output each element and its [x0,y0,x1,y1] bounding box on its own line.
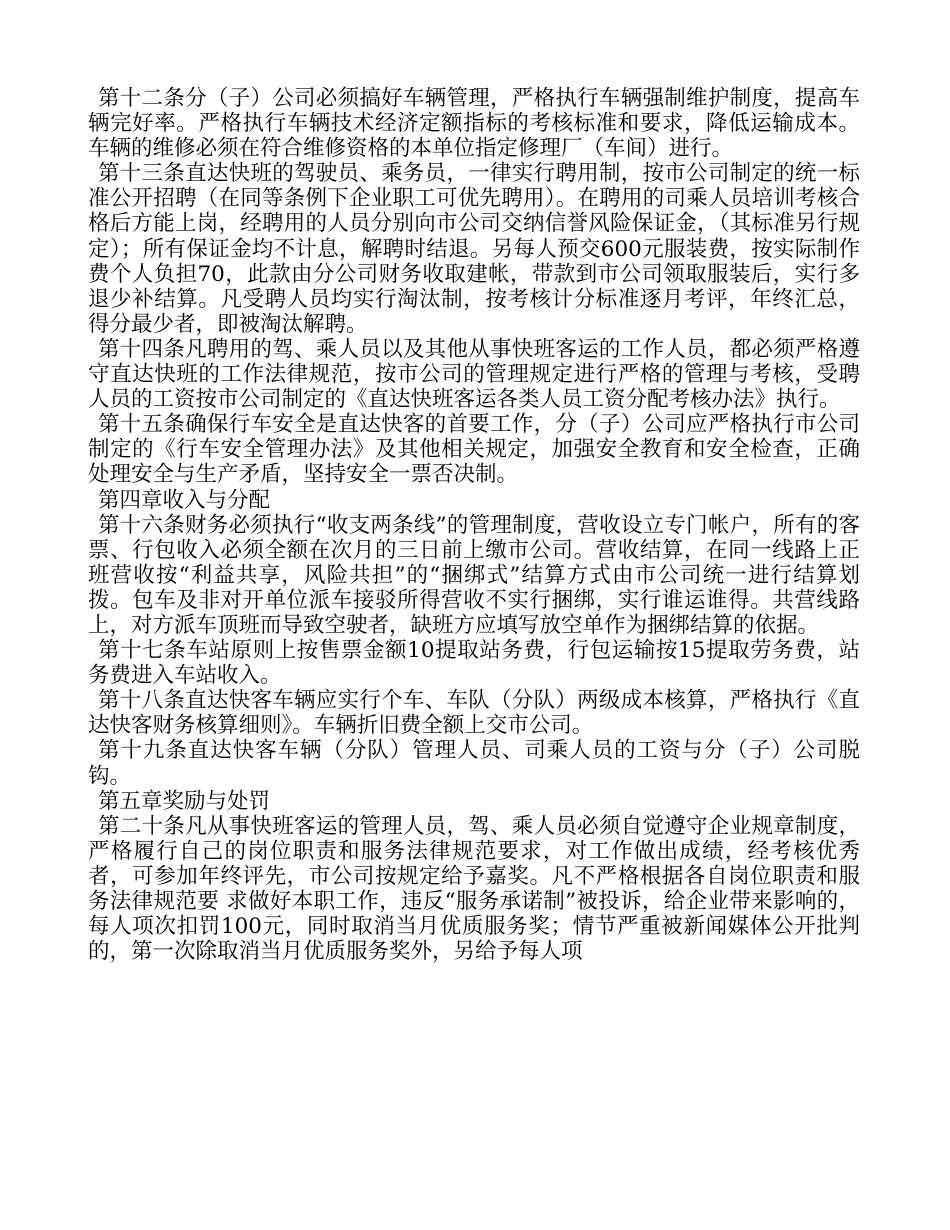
article-20-paragraph: 第二十条凡从事快班客运的管理人员，驾、乘人员必须自觉遵守企业规章制度，严格履行自己的岗位职责和服务法律规范要求，对工作做出成绩，经考核优秀者，可参加年终评先，市公司按规定给予嘉奖。凡不严格根据各自岗位职责和服务法律规范要 求做好本职工作，违反“服务承诺制”被投诉，给企业带来影响的，每人项次扣罚100元，同时取消当月优质服务奖；情节严重被新闻媒体公开批判的，第一次除取消当月优质服务奖外，另给予每人项 [88,813,860,965]
chapter-5-heading: 第五章奖励与处罚 [98,788,271,814]
article-19-paragraph: 第十九条直达快客车辆（分队）管理人员、司乘人员的工资与分（子）公司脱钩。 [88,738,860,789]
article-12-paragraph: 第十二条分（子）公司必须搞好车辆管理，严格执行车辆强制维护制度，提高车辆完好率。严格执行车辆技术经济定额指标的考核标准和要求，降低运输成本。车辆的维修必须在符合维修资格的本单位指定修理厂（车间）进行。 [88,86,860,162]
article-16-paragraph: 第十六条财务必须执行“收支两条线”的管理制度，营收设立专门帐户，所有的客票、行包收入必须全额在次月的三日前上缴市公司。营收结算，在同一线路上正班营收按“利益共享，风险共担”的“捆绑式”结算方式由市公司统一进行结算划拨。包车及非对开单位派车接驳所得营收不实行捆绑，实行谁运谁得。共营线路上，对方派车顶班而导致空驶者，缺班方应填写放空单作为捆绑结算的依据。 [88,512,860,638]
document-body [88,86,860,964]
chapter-4-heading: 第四章收入与分配 [98,487,271,513]
article-17-paragraph: 第十七条车站原则上按售票金额10提取站务费，行包运输按15提取劳务费，站务费进入车站收入。 [88,638,860,689]
article-18-paragraph: 第十八条直达快客车辆应实行个车、车队（分队）两级成本核算，严格执行《直达快客财务核算细则》。车辆折旧费全额上交市公司。 [88,688,860,739]
article-13-paragraph: 第十三条直达快班的驾驶员、乘务员，一律实行聘用制，按市公司制定的统一标准公开招聘（在同等条例下企业职工可优先聘用）。在聘用的司乘人员培训考核合格后方能上岗，经聘用的人员分别向市公司交纳信誉风险保证金，（其标准另行规定）；所有保证金均不计息，解聘时结退。另每人预交600元服装费，按实际制作费个人负担70，此款由分公司财务收取建帐，带款到市公司领取服装后，实行多退少补结算。凡受聘人员均实行淘汰制，按考核计分标准逐月考评，年终汇总，得分最少者，即被淘汰解聘。 [88,161,860,337]
article-15-paragraph: 第十五条确保行车安全是直达快客的首要工作，分（子）公司应严格执行市公司制定的《行车安全管理办法》及其他相关规定，加强安全教育和安全检查，正确处理安全与生产矛盾，坚持安全一票否决制。 [88,412,860,488]
article-14-paragraph: 第十四条凡聘用的驾、乘人员以及其他从事快班客运的工作人员，都必须严格遵守直达快班的工作法律规范，按市公司的管理规定进行严格的管理与考核，受聘人员的工资按市公司制定的《直达快班客运各类人员工资分配考核办法》执行。 [88,336,860,413]
